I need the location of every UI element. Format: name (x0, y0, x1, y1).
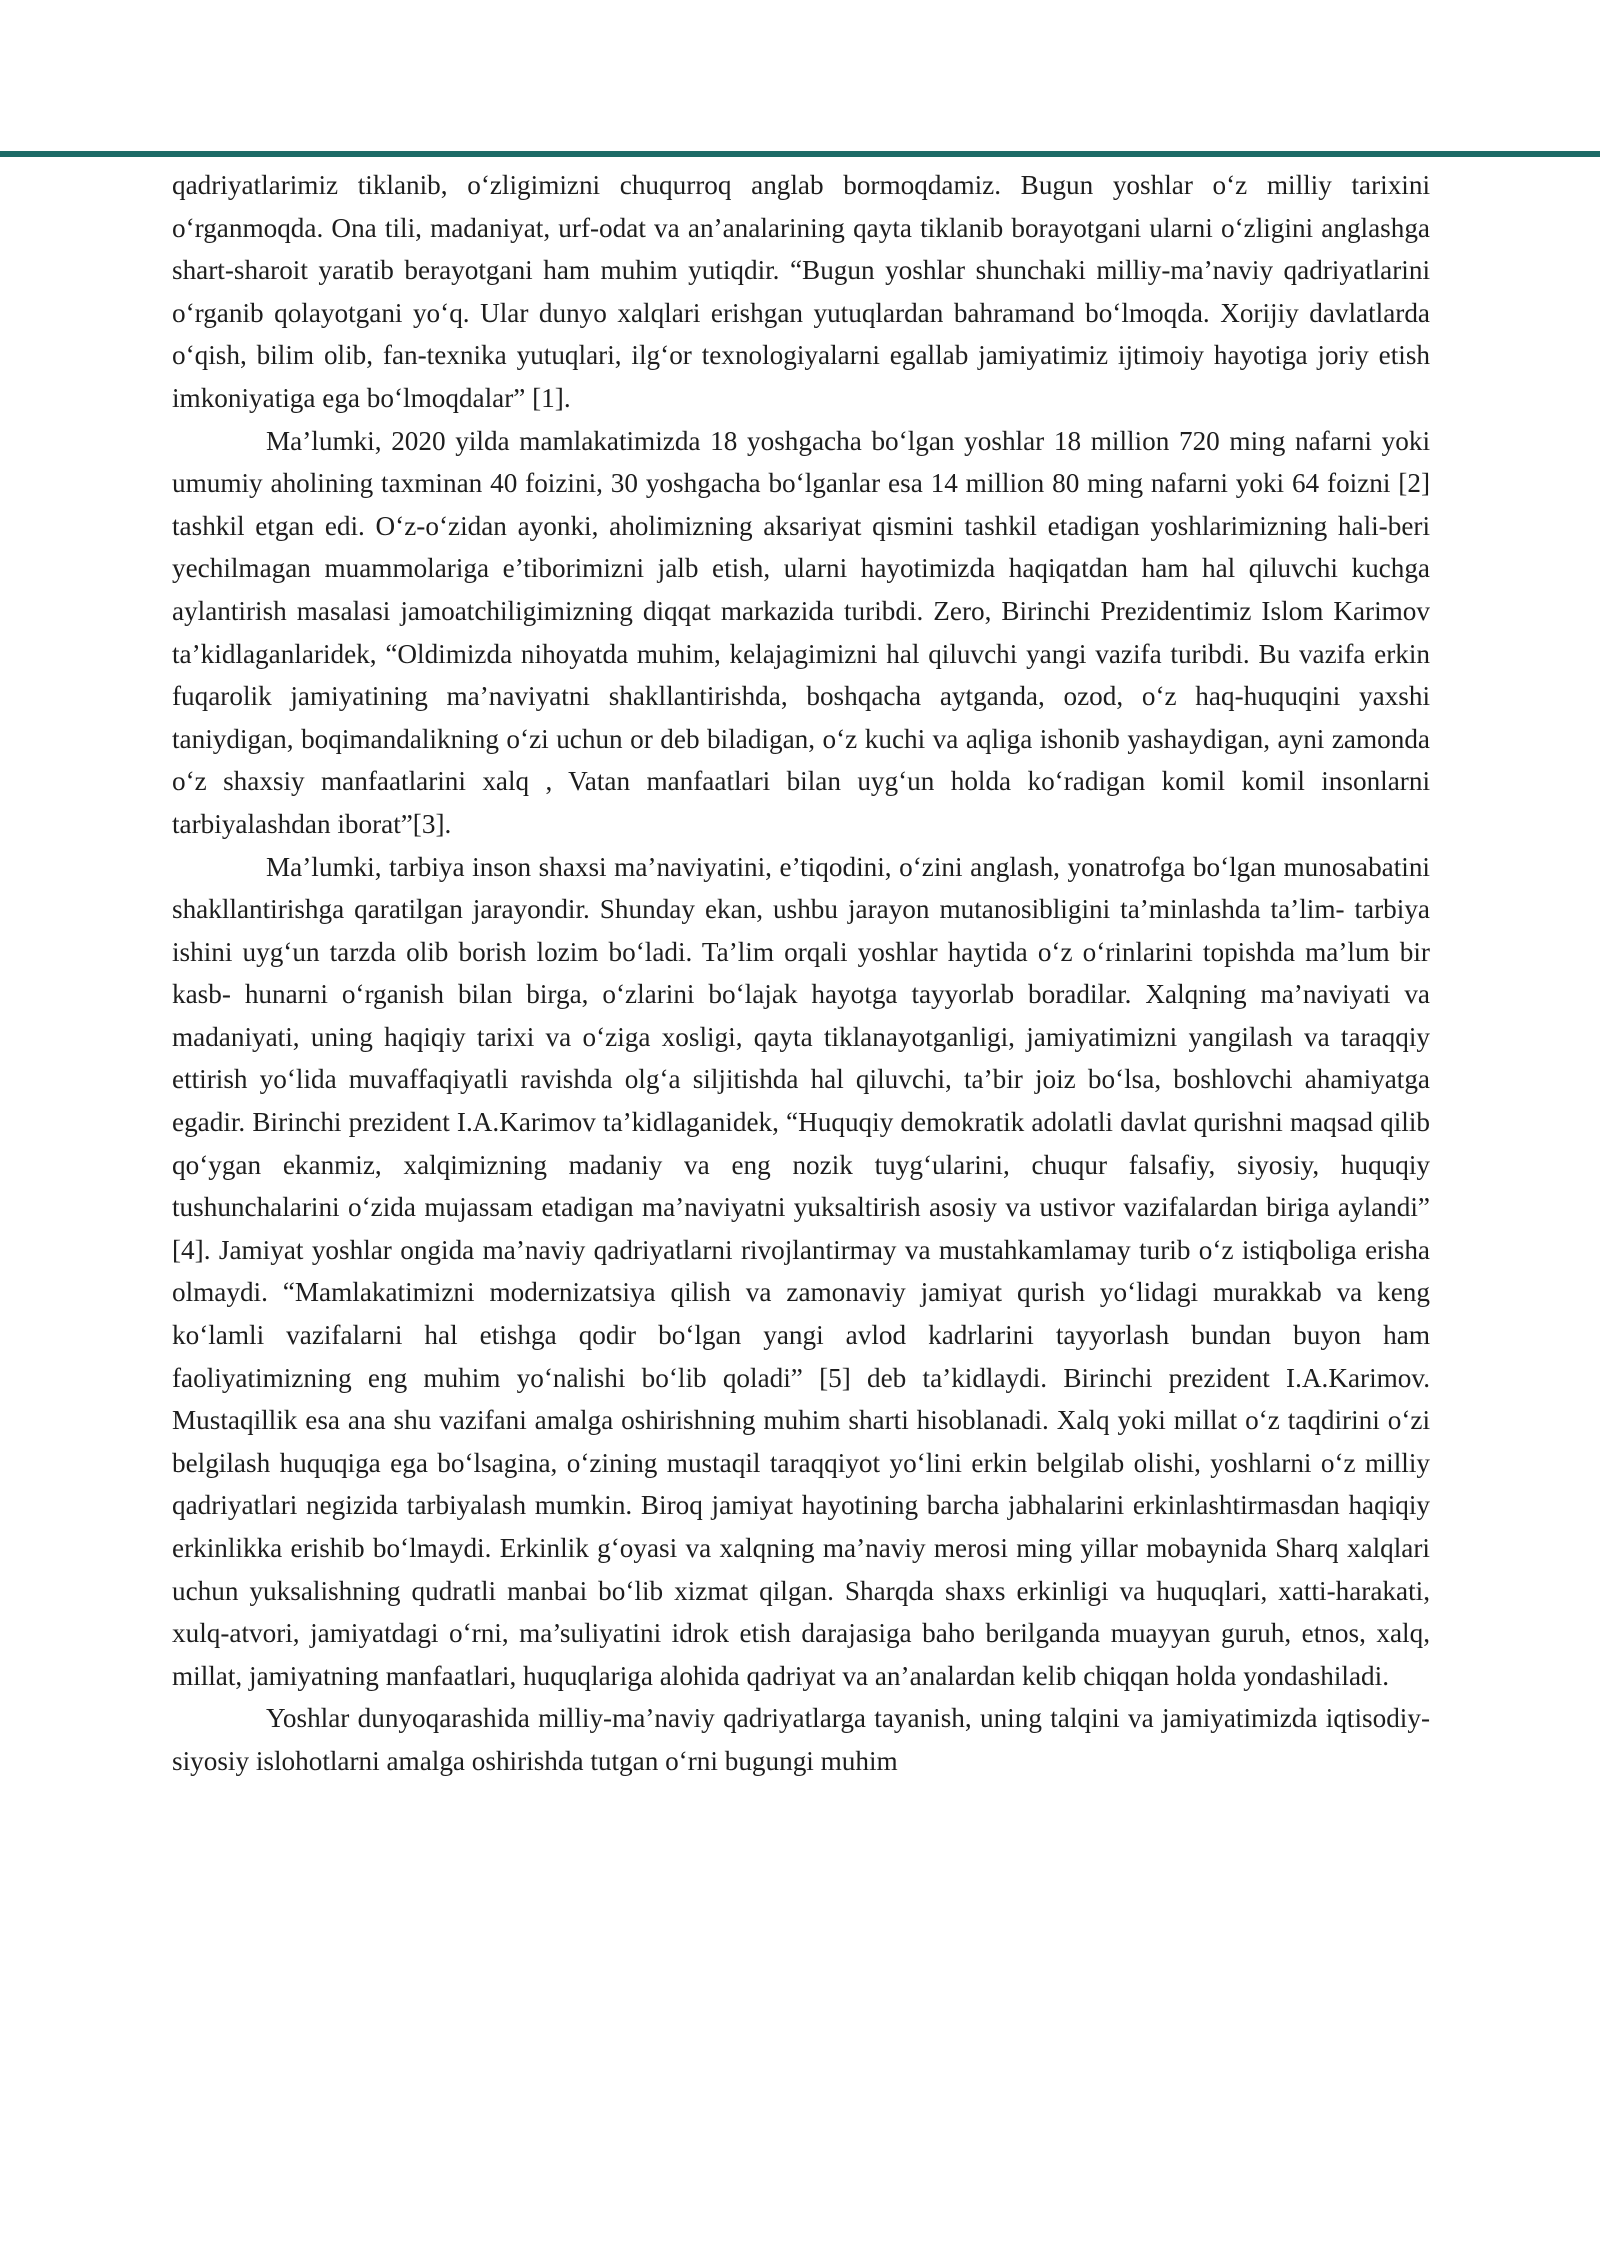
paragraph-worldview: Yoshlar dunyoqarashida milliy-ma’naviy qadriyatlarga tayanish, uning talqini va jamiyatimizda iqtisodiy-siyosiy islohotlarni amalga oshirishda tutgan oʻrni bugungi muhim (172, 1703, 1430, 1776)
header-rule (0, 151, 1600, 157)
paragraph-youth-statistics: Ma’lumki, 2020 yilda mamlakatimizda 18 yoshgacha boʻlgan yoshlar 18 million 720 ming nafarni yoki umumiy aholining taxminan 40 foizini, 30 yoshgacha boʻlganlar esa 14 million 80 ming nafarni yoki 64 foizni [2] tashkil etgan edi. Oʻz-oʻzidan ayonki, aholimizning aksariyat qismini tashkil etadigan yoshlarimizning hali-beri yechilmagan muammolariga e’tiborimizni jalb etish, ularni hayotimizda haqiqatdan ham hal qiluvchi kuchga aylantirish masalasi jamoatchiligimizning diqqat markazida turibdi. Zero, Birinchi Prezidentimiz Islom Karimov ta’kidlaganlaridek, “Oldimizda nihoyatda muhim, kelajagimizni hal qiluvchi yangi vazifa turibdi. Bu vazifa erkin fuqarolik jamiyatining ma’naviyatni shakllantirishda, boshqacha aytganda, ozod, oʻz haq-huquqini yaxshi taniydigan, boqimandalikning oʻzi uchun or deb biladigan, oʻz kuchi va aqliga ishonib yashaydigan, ayni zamonda oʻz shaxsiy manfaatlarini xalq , Vatan manfaatlari bilan uygʻun holda koʻradigan komil komil insonlarni tarbiyalashdan iborat”[3]. (172, 425, 1430, 839)
page-body (172, 164, 1430, 1783)
paragraph-continuation: qadriyatlarimiz tiklanib, oʻzligimizni chuqurroq anglab bormoqdamiz. Bugun yoshlar oʻz milliy tarixini oʻrganmoqda. Ona tili, madaniyat, urf-odat va an’analarining qayta tiklanib borayotgani ularni oʻzligini anglashga shart-sharoit yaratib berayotgani ham muhim yutiqdir. “Bugun yoshlar shunchaki milliy-ma’naviy qadriyatlarini oʻrganib qolayotgani yoʻq. Ular dunyo xalqlari erishgan yutuqlardan bahramand boʻlmoqda. Xorijiy davlatlarda oʻqish, bilim olib, fan-texnika yutuqlari, ilgʻor texnologiyalarni egallab jamiyatimiz ijtimoiy hayotiga joriy etish imkoniyatiga ega boʻlmoqdalar” [1]. (172, 170, 1430, 413)
paragraph-education: Ma’lumki, tarbiya inson shaxsi ma’naviyatini, e’tiqodini, oʻzini anglash, yonatrofga boʻlgan munosabatini shakllantirishga qaratilgan jarayondir. Shunday ekan, ushbu jarayon mutanosibligini ta’minlashda ta’lim- tarbiya ishini uygʻun tarzda olib borish lozim boʻladi. Ta’lim orqali yoshlar haytida oʻz oʻrinlarini topishda ma’lum bir kasb- hunarni oʻrganish bilan birga, oʻzlarini boʻlajak hayotga tayyorlab boradilar. Xalqning ma’naviyati va madaniyati, uning haqiqiy tarixi va oʻziga xosligi, qayta tiklanayotganligi, jamiyatimizni yangilash va taraqqiy ettirish yoʻlida muvaffaqiyatli ravishda olgʻa siljitishda hal qiluvchi, ta’bir joiz boʻlsa, boshlovchi ahamiyatga egadir. Birinchi prezident I.A.Karimov ta’kidlaganidek, “Huquqiy demokratik adolatli davlat qurishni maqsad qilib qoʻygan ekanmiz, xalqimizning madaniy va eng nozik tuygʻularini, chuqur falsafiy, siyosiy, huquqiy tushunchalarini oʻzida mujassam etadigan ma’naviyatni yuksaltirish asosiy va ustivor vazifalardan biriga aylandi” [4]. Jamiyat yoshlar ongida ma’naviy qadriyatlarni rivojlantirmay va mustahkamlamay turib oʻz istiqboliga erisha olmaydi. “Mamlakatimizni modernizatsiya qilish va zamonaviy jamiyat qurish yoʻlidagi murakkab va keng koʻlamli vazifalarni hal etishga qodir boʻlgan yangi avlod kadrlarini tayyorlash bundan buyon ham faoliyatimizning eng muhim yoʻnalishi boʻlib qoladi” [5] deb ta’kidlaydi. Birinchi prezident I.A.Karimov. Mustaqillik esa ana shu vazifani amalga oshirishning muhim sharti hisoblanadi. Xalq yoki millat oʻz taqdirini oʻzi belgilash huquqiga ega boʻlsagina, oʻzining mustaqil taraqqiyot yoʻlini erkin belgilab olishi, yoshlarni oʻz milliy qadriyatlari negizida tarbiyalash mumkin. Biroq jamiyat hayotining barcha jabhalarini erkinlashtirmasdan haqiqiy erkinlikka erishib boʻlmaydi. Erkinlik gʻoyasi va xalqning ma’naviy merosi ming yillar mobaynida Sharq xalqlari uchun yuksalishning qudratli manbai boʻlib xizmat qilgan. Sharqda shaxs erkinligi va huquqlari, xatti-harakati, xulq-atvori, jamiyatdagi oʻrni, ma’suliyatini idrok etish darajasiga baho berilganda muayyan guruh, etnos, xalq, millat, jamiyatning manfaatlari, huquqlariga alohida qadriyat va an’analardan kelib chiqqan holda yondashiladi. (172, 851, 1430, 1691)
